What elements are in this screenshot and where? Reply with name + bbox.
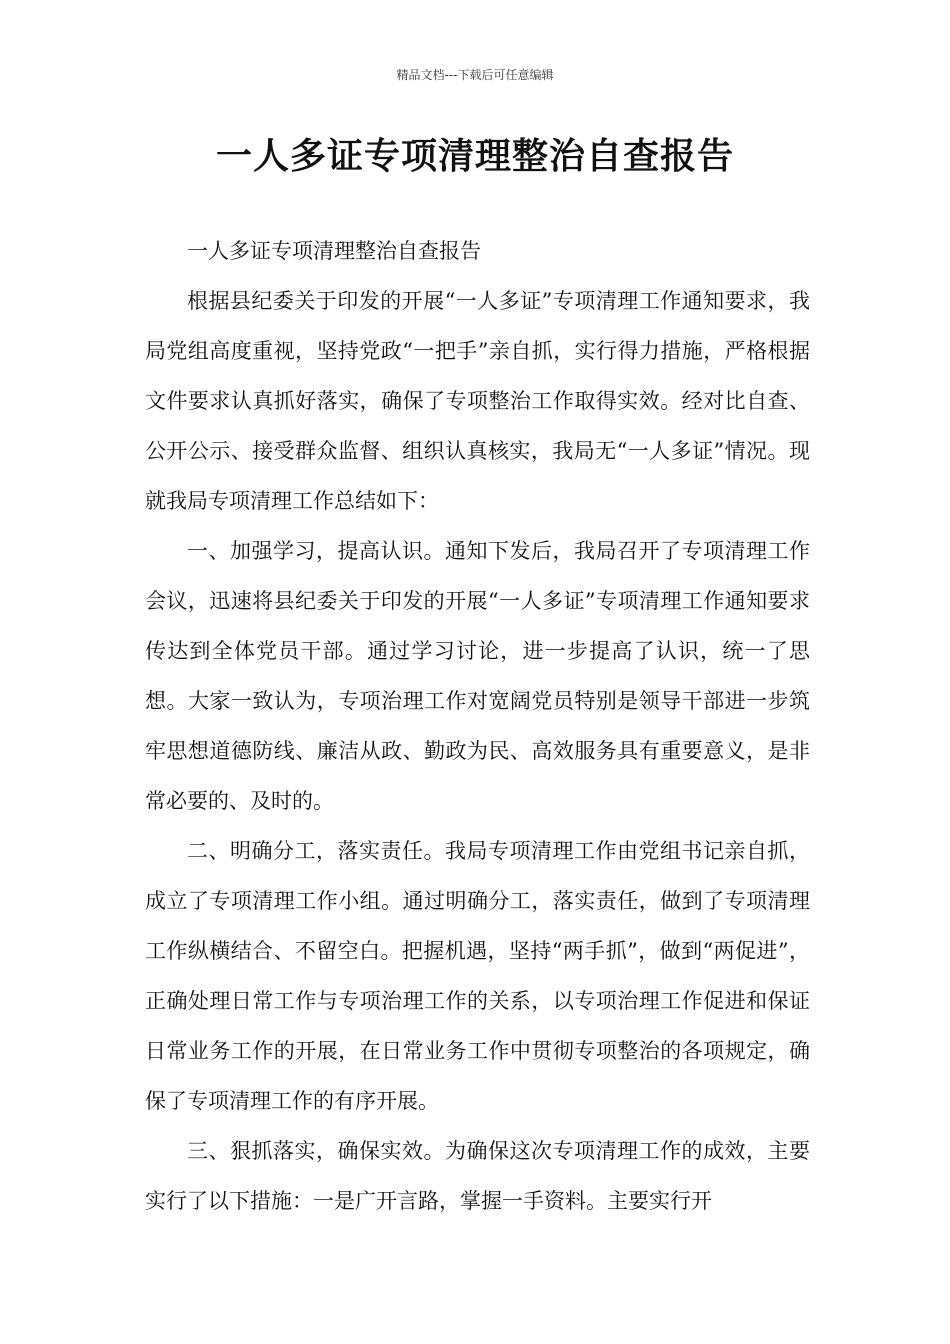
paragraph-section-1: 一、加强学习，提高认识。通知下发后，我局召开了专项清理工作会议，迅速将县纪委关于印发的开展“一人多证”专项清理工作通知要求传达到全体党员干部。通过学习讨论，进一步提高了认识，统一了思想。大家一致认为，专项治理工作对宽阔党员特别是领导干部进一步筑牢思想道德防线、廉洁从政、勤政为民、高效服务具有重要意义，是非常必要的、及时的。: [145, 539, 810, 813]
document-title: 一人多证专项清理整治自查报告: [215, 136, 734, 177]
header-note: 精品文档---下载后可任意编辑: [396, 68, 554, 82]
paragraph-subtitle: 一人多证专项清理整治自查报告: [187, 239, 481, 263]
paragraph-section-2: 二、明确分工，落实责任。我局专项清理工作由党组书记亲自抓，成立了专项清理工作小组。通过明确分工，落实责任，做到了专项清理工作纵横结合、不留空白。把握机遇，坚持“两手抓”，做到“两促进”，正确处理日常工作与专项治理工作的关系，以专项治理工作促进和保证日常业务工作的开展，在日常业务工作中贯彻专项整治的各项规定，确保了专项清理工作的有序开展。: [145, 839, 810, 1113]
paragraph-section-3: 三、狠抓落实，确保实效。为确保这次专项清理工作的成效，主要实行了以下措施：一是广开言路，掌握一手资料。主要实行开: [145, 1139, 810, 1213]
document-body: [145, 226, 810, 1226]
paragraph-intro: 根据县纪委关于印发的开展“一人多证”专项清理工作通知要求，我局党组高度重视，坚持党政“一把手”亲自抓，实行得力措施，严格根据文件要求认真抓好落实，确保了专项整治工作取得实效。经对比自查、公开公示、接受群众监督、组织认真核实，我局无“一人多证”情况。现就我局专项清理工作总结如下：: [145, 289, 810, 513]
